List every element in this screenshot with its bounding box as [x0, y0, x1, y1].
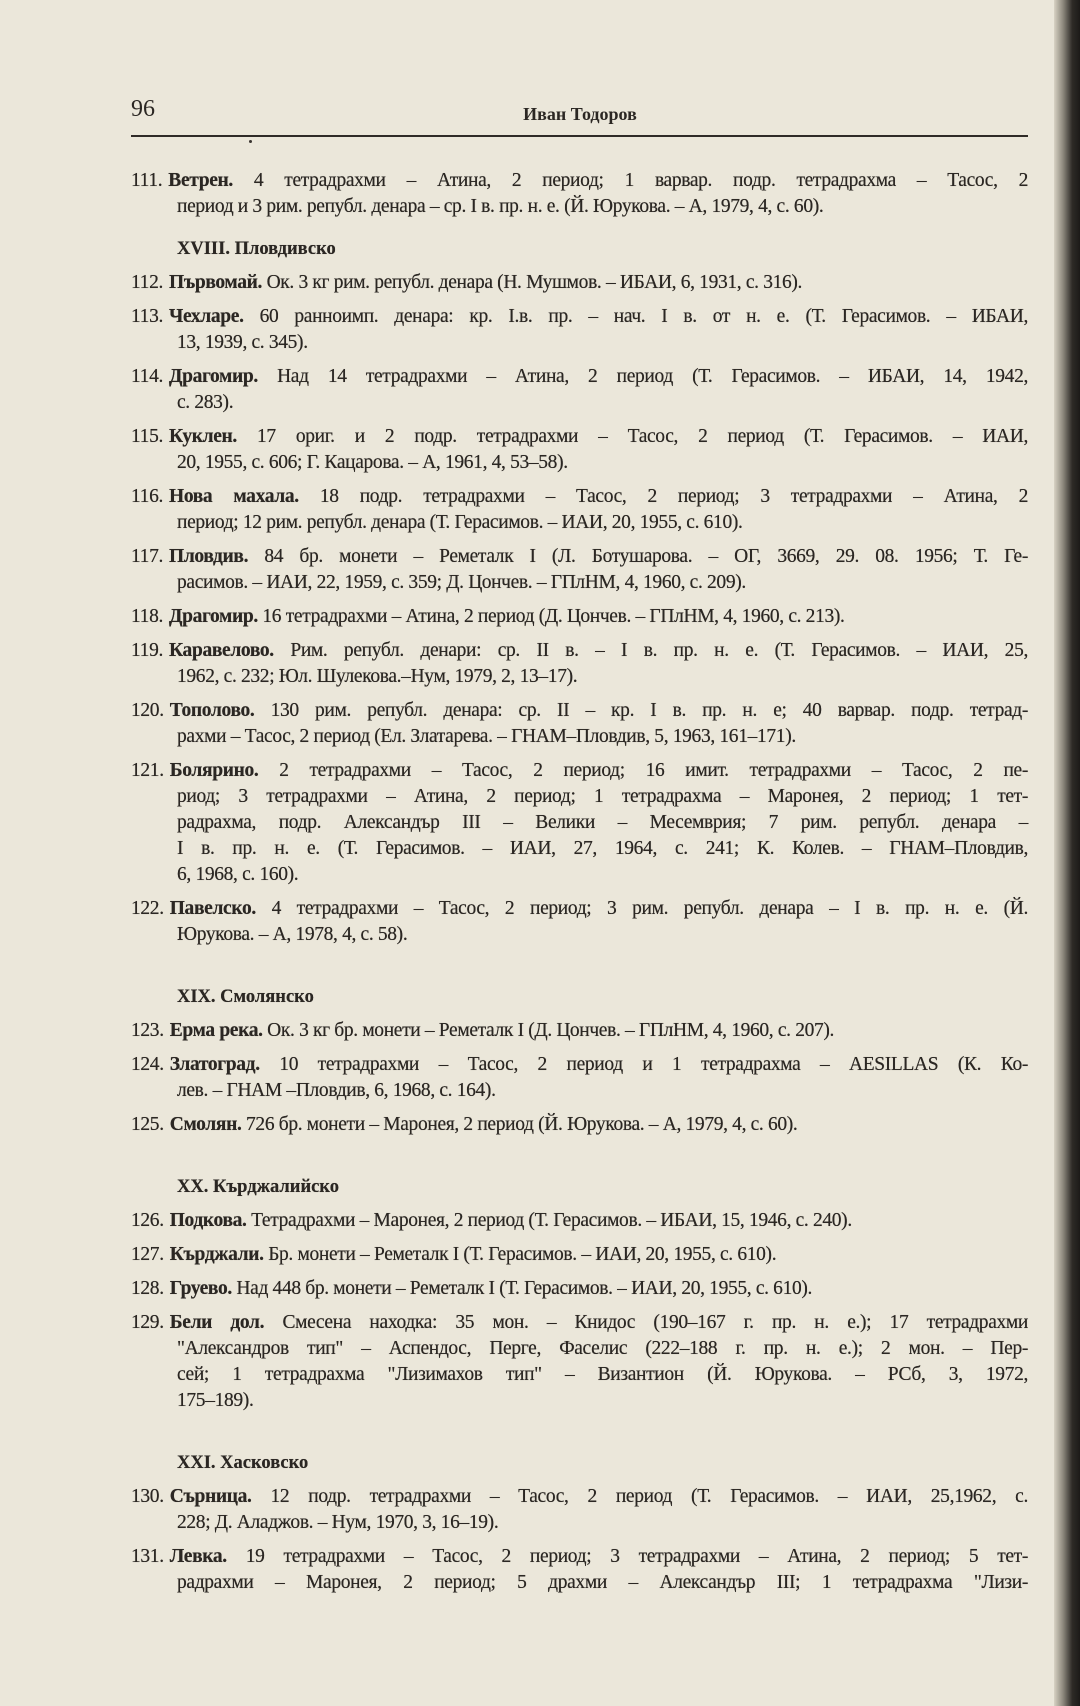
entry-line — [131, 896, 1028, 922]
entry-line — [131, 1078, 1028, 1104]
entry-text: Ок. 3 кг бр. монети – Реметалк I (Д. Цончев. – ГПлНМ, 4, 1960, с. 207). — [267, 1020, 835, 1041]
entry-line — [131, 836, 1028, 862]
entry-text: 6, 1968, с. 160). — [177, 864, 299, 885]
entry-text: 19 тетрадрахми – Тасос, 2 период; 3 тетрадрахми – Атина, 2 период; 5 тет- — [245, 1546, 1028, 1567]
entry-line — [131, 698, 1028, 724]
catalog-entry — [131, 1208, 1028, 1234]
entry-line — [131, 1018, 1028, 1044]
entry-place: Кърджали. — [169, 1244, 264, 1265]
entry-text: 18 подр. тетрадрахми – Тасос, 2 период; 3 тетрадрахми – Атина, 2 — [319, 486, 1028, 507]
catalog-entry — [131, 364, 1028, 416]
entry-number: 117. — [131, 546, 164, 567]
catalog-entry — [131, 1544, 1028, 1596]
entry-place: Ерма река. — [169, 1020, 263, 1041]
catalog-entry — [131, 1242, 1028, 1268]
entry-number: 113. — [131, 306, 164, 327]
entry-number: 127. — [131, 1244, 164, 1265]
entry-text: Над 448 бр. монети – Реметалк I (Т. Герасимов. – ИАИ, 20, 1955, с. 610). — [236, 1278, 813, 1299]
catalog-entry — [131, 424, 1028, 476]
entry-number: 120. — [131, 700, 164, 721]
catalog-entry — [131, 604, 1028, 630]
entry-number: 124. — [131, 1054, 164, 1075]
entry-line — [131, 510, 1028, 536]
entry-line — [131, 544, 1028, 570]
catalog-entry — [131, 698, 1028, 750]
entry-text: 2 тетрадрахми – Тасос, 2 период; 16 имит. тетрадрахми – Тасос, 2 пе- — [279, 760, 1029, 781]
catalog-entry — [131, 1112, 1028, 1138]
entry-number: 129. — [131, 1312, 164, 1333]
section-heading: XVIII. Пловдивско — [177, 239, 336, 259]
entry-text: лев. – ГНАМ –Пловдив, 6, 1968, с. 164). — [177, 1080, 496, 1101]
entry-text: 60 ранноимп. денара: кр. I.в. пр. – нач. I в. от н. е. (Т. Герасимов. – ИБАИ, — [259, 306, 1029, 327]
entry-line — [131, 1112, 1028, 1138]
entry-line — [131, 424, 1028, 450]
entry-line — [131, 450, 1028, 476]
entry-text: 4 тетрадрахми – Тасос, 2 период; 3 рим. републ. денара – I в. пр. н. е. (Й. — [271, 898, 1029, 919]
entry-number: 128. — [131, 1278, 164, 1299]
entry-line — [131, 1276, 1028, 1302]
catalog-entry — [131, 1484, 1028, 1536]
entry-text: период; 12 рим. републ. денара (Т. Герасимов. – ИАИ, 20, 1955, с. 610). — [177, 512, 743, 533]
book-binding-shadow — [1054, 0, 1080, 1706]
entry-text: с. 283). — [177, 392, 234, 413]
entry-text: 84 бр. монети – Реметалк I (Л. Ботушарова. – ОГ, 3669, 29. 08. 1956; Т. Ге- — [264, 546, 1028, 567]
entry-text: 1962, с. 232; Юл. Шулекова.–Нум, 1979, 2, 13–17). — [177, 666, 578, 687]
entry-number: 112. — [131, 272, 164, 293]
entry-text: 17 ориг. и 2 подр. тетрадрахми – Тасос, 2 период (Т. Герасимов. – ИАИ, — [256, 426, 1029, 447]
entry-text: Бр. монети – Реметалк I (Т. Герасимов. – ИАИ, 20, 1955, с. 610). — [268, 1244, 777, 1265]
entry-text: Тетрадрахми – Маронея, 2 период (Т. Герасимов. – ИБАИ, 15, 1946, с. 240). — [251, 1210, 852, 1231]
entry-number: 123. — [131, 1020, 164, 1041]
entry-text: I в. пр. н. е. (Т. Герасимов. – ИАИ, 27, 1964, с. 241; К. Колев. – ГНАМ–Пловдив, — [177, 838, 1028, 859]
entry-place: Златоград. — [169, 1054, 260, 1075]
entry-line — [131, 1570, 1028, 1596]
entry-line — [131, 638, 1028, 664]
entry-number: 115. — [131, 426, 164, 447]
entry-text: риод; 3 тетрадрахми – Атина, 2 период; 1 тетрадрахма – Маронея, 2 период; 1 тет- — [177, 786, 1028, 807]
entry-line — [131, 364, 1028, 390]
entry-line — [131, 1510, 1028, 1536]
entry-place: Чехларе. — [169, 306, 244, 327]
entry-line — [131, 390, 1028, 416]
catalog-entry — [131, 1018, 1028, 1044]
catalog-entry — [131, 1310, 1028, 1414]
entry-line — [131, 724, 1028, 750]
entry-number: 118. — [131, 606, 164, 627]
entry-text: Смесена находка: 35 мон. – Книдос (190–167 г. пр. н. е.); 17 тетрадрахми — [282, 1312, 1028, 1333]
entry-line — [131, 168, 1028, 194]
entry-place: Подкова. — [169, 1210, 247, 1231]
entry-text: радрахми – Маронея, 2 период; 5 драхми – Александър III; 1 тетрадрахма "Лизи- — [177, 1572, 1028, 1593]
entry-text: Рим. републ. денари: ср. II в. – I в. пр. н. е. (Т. Герасимов. – ИАИ, 25, — [290, 640, 1028, 661]
entry-text: период и 3 рим. републ. денара – ср. I в. пр. н. е. (Й. Юрукова. – А, 1979, 4, с. 60). — [177, 196, 824, 217]
entry-text: 10 тетрадрахми – Тасос, 2 период и 1 тетрадрахма – AESILLAS (К. Ко- — [279, 1054, 1028, 1075]
entry-text: сей; 1 тетрадрахма "Лизимахов тип" – Византион (Й. Юрукова. – РСб, 3, 1972, — [177, 1364, 1028, 1385]
entry-line — [131, 1336, 1028, 1362]
catalog-entry — [131, 270, 1028, 296]
entry-text: 20, 1955, с. 606; Г. Кацарова. – А, 1961, 4, 53–58). — [177, 452, 568, 473]
entry-line — [131, 758, 1028, 784]
entry-line — [131, 1362, 1028, 1388]
entry-place: Смолян. — [169, 1114, 242, 1135]
entry-number: 126. — [131, 1210, 164, 1231]
entry-number: 119. — [131, 640, 164, 661]
entry-line — [131, 570, 1028, 596]
entry-line — [131, 922, 1028, 948]
scan-speck — [249, 140, 252, 143]
section-heading: XX. Кърджалийско — [177, 1177, 339, 1197]
entry-place: Драгомир. — [169, 366, 258, 387]
entry-number: 130. — [131, 1486, 164, 1507]
entry-text: 13, 1939, с. 345). — [177, 332, 308, 353]
entry-line — [131, 484, 1028, 510]
entry-text: 726 бр. монети – Маронея, 2 период (Й. Юрукова. – А, 1979, 4, с. 60). — [246, 1114, 798, 1135]
entry-text: 130 рим. републ. денара: ср. II – кр. I в. пр. н. е; 40 варвар. подр. тетрад- — [270, 700, 1029, 721]
entry-number: 131. — [131, 1546, 164, 1567]
entry-line — [131, 604, 1028, 630]
running-title: Иван Тодоров — [523, 104, 637, 124]
catalog-entry — [131, 544, 1028, 596]
catalog-entry — [131, 168, 1028, 220]
section-heading: XIX. Смолянско — [177, 987, 314, 1007]
entry-line — [131, 330, 1028, 356]
entry-text: 175–189). — [177, 1390, 254, 1411]
entry-place: Сърница. — [169, 1486, 252, 1507]
section-heading: XXI. Хасковско — [177, 1453, 309, 1473]
entry-number: 125. — [131, 1114, 164, 1135]
entry-number: 114. — [131, 366, 164, 387]
entry-text: радрахма, подр. Александър III – Велики – Месемврия; 7 рим. републ. денара – — [177, 812, 1028, 833]
entry-line — [131, 194, 1028, 220]
entry-place: Болярино. — [169, 760, 259, 781]
entry-text: Юрукова. – А, 1978, 4, с. 58). — [177, 924, 408, 945]
entry-place: Пловдив. — [169, 546, 249, 567]
catalog-entry — [131, 1276, 1028, 1302]
entry-line — [131, 1052, 1028, 1078]
entry-place: Нова махала. — [169, 486, 299, 507]
page-body — [131, 168, 1028, 1596]
entry-line — [131, 1310, 1028, 1336]
catalog-entry — [131, 484, 1028, 536]
entry-line — [131, 270, 1028, 296]
entry-text: расимов. – ИАИ, 22, 1959, с. 359; Д. Цончев. – ГПлНМ, 4, 1960, с. 209). — [177, 572, 746, 593]
catalog-entry — [131, 1052, 1028, 1104]
entry-line — [131, 1388, 1028, 1414]
entry-line — [131, 1544, 1028, 1570]
entry-text: 16 тетрадрахми – Атина, 2 период (Д. Цончев. – ГПлНМ, 4, 1960, с. 213). — [262, 606, 845, 627]
entry-line — [131, 1242, 1028, 1268]
entry-place: Ветрен. — [168, 170, 233, 191]
catalog-entry — [131, 896, 1028, 948]
entry-place: Тополово. — [169, 700, 255, 721]
entry-place: Груево. — [169, 1278, 232, 1299]
entry-place: Първомай. — [169, 272, 263, 293]
entry-text: "Александров тип" – Аспендос, Перге, Фаселис (222–188 г. пр. н. е.); 2 мон. – Пер- — [177, 1338, 1028, 1359]
entry-number: 111. — [131, 170, 163, 191]
entry-text: Над 14 тетрадрахми – Атина, 2 период (Т. Герасимов. – ИБАИ, 14, 1942, — [277, 366, 1029, 387]
catalog-entry — [131, 638, 1028, 690]
header-rule — [131, 135, 1028, 137]
entry-line — [131, 664, 1028, 690]
entry-text: 4 тетрадрахми – Атина, 2 период; 1 варвар. подр. тетрадрахма – Тасос, 2 — [253, 170, 1029, 191]
entry-line — [131, 304, 1028, 330]
entry-place: Павелско. — [169, 898, 256, 919]
entry-line — [131, 810, 1028, 836]
entry-line — [131, 784, 1028, 810]
entry-text: 228; Д. Аладжов. – Нум, 1970, 3, 16–19). — [177, 1512, 499, 1533]
entry-number: 116. — [131, 486, 164, 507]
entry-text: Ок. 3 кг рим. републ. денара (Н. Мушмов. – ИБАИ, 6, 1931, с. 316). — [266, 272, 803, 293]
entry-number: 121. — [131, 760, 164, 781]
catalog-entry — [131, 758, 1028, 888]
entry-text: 12 подр. тетрадрахми – Тасос, 2 период (Т. Герасимов. – ИАИ, 25,1962, с. — [270, 1486, 1028, 1507]
entry-number: 122. — [131, 898, 164, 919]
entry-line — [131, 862, 1028, 888]
entry-text: рахми – Тасос, 2 период (Ел. Златарева. – ГНАМ–Пловдив, 5, 1963, 161–171). — [177, 726, 796, 747]
entry-line — [131, 1208, 1028, 1234]
entry-place: Куклен. — [169, 426, 237, 447]
entry-place: Драгомир. — [169, 606, 258, 627]
entry-line — [131, 1484, 1028, 1510]
page-number: 96 — [131, 96, 155, 122]
catalog-entry — [131, 304, 1028, 356]
entry-place: Левка. — [169, 1546, 227, 1567]
entry-place: Каравелово. — [169, 640, 274, 661]
entry-place: Бели дол. — [169, 1312, 265, 1333]
